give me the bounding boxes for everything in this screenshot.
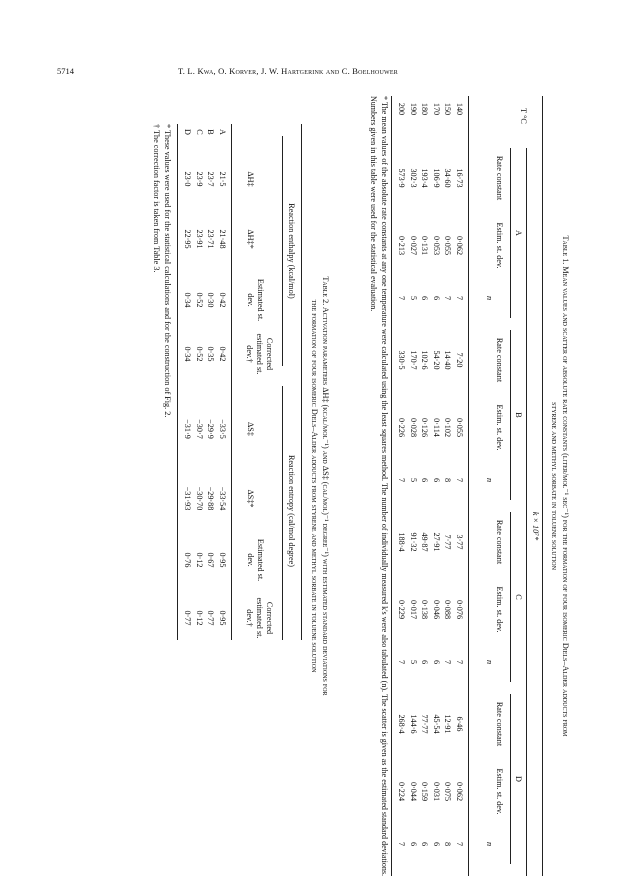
- table1-cell: 0·226: [397, 417, 407, 438]
- table2-col-header: Corrected estimated st. dev.†: [245, 333, 274, 375]
- table1-k-rule: [526, 148, 527, 876]
- table1-cell: 27·91: [432, 532, 441, 552]
- table1-cell: 0·044: [409, 781, 418, 802]
- table1-cell: 0·114: [432, 418, 441, 437]
- table1-cell: 0·224: [397, 781, 407, 802]
- table1-cell: 6: [420, 659, 430, 665]
- table1-subheader: Estim. st. dev.: [495, 404, 504, 451]
- table2-cell: −30·70: [195, 486, 204, 511]
- table1-cell: 12·91: [443, 714, 453, 734]
- table2-cell: 22·95: [183, 229, 193, 249]
- table2-cell: −31·93: [183, 486, 193, 511]
- table1-subheader: Estim. st. dev.: [495, 222, 504, 269]
- table1-cell: 188·4: [397, 532, 407, 552]
- table1-caption-line1: Table 1. Mean values and scatter of absolute rate constants (liter/mol⁻¹ sec⁻¹) for the formation of four isomeric Diels–Alder adducts from: [561, 235, 570, 737]
- table2-col-header: Estimated st. dev.: [246, 538, 265, 582]
- table1-cell: 7·20: [455, 352, 464, 368]
- table1-cell: 7: [443, 659, 453, 665]
- table1-group-rule: [510, 694, 511, 864]
- table1-cell: 102·6: [420, 350, 430, 370]
- table1-cell: 0·062: [455, 781, 464, 802]
- table2-cell: 21·5: [218, 171, 227, 187]
- table2-cell: 0·34: [183, 346, 193, 362]
- table1-cell: 6·46: [455, 716, 464, 732]
- table1-cell: 77·77: [420, 714, 430, 734]
- table1-cell: 91·32: [409, 532, 418, 552]
- table2-enthalpy-header: Reaction enthalpy (kcal/mol): [287, 203, 296, 299]
- table2-caption-line1: Table 2. Activation parameters ΔH‡ (kcal/mol⁻¹) and ΔS‡ (cal/mol)⁻¹ degree⁻¹) with estimated standard deviations for: [321, 276, 330, 696]
- table1-cell: 268·4: [397, 714, 407, 734]
- table1-cell: 6: [432, 295, 441, 301]
- table2-cell: −33·5: [218, 419, 227, 439]
- table1-cell: 302·3: [409, 168, 418, 188]
- table1-temp-cell: 200: [397, 102, 407, 116]
- table1-cell: 0·046: [432, 599, 441, 620]
- table1-temp-cell: 190: [409, 102, 418, 116]
- table2-enthalpy-rule: [282, 136, 283, 366]
- table2-row-label: B: [206, 129, 216, 135]
- table1-subheader: Rate constant: [495, 519, 504, 565]
- table1-cell: 45·54: [432, 714, 441, 734]
- table2-top-rule: [301, 124, 302, 640]
- table1-group-c: C: [514, 594, 523, 600]
- table2-footnote-1: * These values were used for the statistical calculations and for the construction of Fig. 2.: [163, 124, 172, 418]
- table1-group-rule: [510, 512, 511, 682]
- table1-subheader: n: [485, 477, 494, 483]
- table1-cell: 0·102: [443, 417, 453, 438]
- table1-cell: 0·229: [397, 599, 407, 620]
- table1-cell: 0·138: [420, 599, 430, 620]
- table1-temp-cell: 180: [420, 102, 430, 116]
- table1-cell: 14·40: [443, 350, 453, 370]
- table1-top-rule: [542, 96, 543, 876]
- table1-cell: 193·4: [420, 168, 430, 188]
- table2-cell: 0·77: [206, 610, 216, 626]
- table1-cell: 0·055: [455, 417, 464, 438]
- table2-cell: 23·71: [206, 229, 216, 249]
- table1-cell: 6: [420, 295, 430, 301]
- table2-cell: −33·54: [218, 486, 227, 511]
- table1-cell: 0·159: [420, 781, 430, 802]
- table1-cell: 5: [409, 659, 418, 665]
- table1-header-rule: [468, 96, 469, 876]
- table2-cell: 0·52: [195, 346, 204, 362]
- table1-cell: 106·9: [432, 168, 441, 188]
- table2-cell: 0·95: [218, 552, 227, 568]
- table1-subheader: n: [485, 659, 494, 665]
- table1-cell: 7: [443, 295, 453, 301]
- table1-subheader: n: [485, 295, 494, 301]
- table1-bottom-rule: [391, 96, 392, 876]
- table2-entropy-rule: [282, 386, 283, 640]
- table2-col-header: ΔS‡: [246, 422, 255, 436]
- table1-subheader: Estim. st. dev.: [495, 768, 504, 815]
- table1-subheader: n: [485, 841, 494, 847]
- table1-subheader: Rate constant: [495, 701, 504, 747]
- table1-cell: 0·076: [455, 599, 464, 620]
- table1-group-rule: [510, 148, 511, 318]
- table2-cell: 0·67: [206, 552, 216, 568]
- table1-cell: 7: [455, 295, 464, 301]
- table2-footnote-2: † The correction factor is taken from Table 3.: [152, 124, 161, 273]
- table2-header-rule: [231, 124, 232, 640]
- table2-row-label: A: [218, 129, 227, 135]
- table1-cell: 7: [397, 659, 407, 665]
- table2-cell: −30·7: [195, 419, 204, 439]
- table1-cell: 0·053: [432, 235, 441, 256]
- table1-cell: 7: [397, 477, 407, 483]
- table2-cell: −29·88: [206, 486, 216, 511]
- table1-temp-cell: 140: [455, 102, 464, 116]
- table1-cell: 34·60: [443, 168, 453, 188]
- table1-cell: 0·017: [409, 599, 418, 620]
- table1-cell: 330·5: [397, 350, 407, 370]
- table1-group-d: D: [514, 776, 523, 782]
- table2-col-header: ΔH‡*: [246, 229, 255, 249]
- table1-cell: 8: [443, 841, 453, 847]
- table2-entropy-header: Reaction entropy (cal/mol degree): [287, 454, 296, 568]
- table2-row-label: D: [183, 129, 193, 135]
- table1-cell: 7·77: [443, 534, 453, 550]
- table1-cell: 54·20: [432, 350, 441, 370]
- table2-cell: 0·42: [218, 292, 227, 308]
- table1-cell: 0·028: [409, 417, 418, 438]
- table1-subheader: Rate constant: [495, 155, 504, 201]
- table1-cell: 0·027: [409, 235, 418, 256]
- table1-cell: 170·7: [409, 350, 418, 370]
- table1-cell: 8: [443, 477, 453, 483]
- table1-cell: 573·9: [397, 168, 407, 188]
- table1-cell: 0·031: [432, 781, 441, 802]
- table1-k-header: k × 10⁷*: [531, 511, 540, 541]
- table1-subheader: Rate constant: [495, 337, 504, 383]
- table1-cell: 0·126: [420, 417, 430, 438]
- table1-cell: 0·055: [443, 235, 453, 256]
- table2-row-label: C: [195, 129, 204, 135]
- table1-cell: 6: [420, 841, 430, 847]
- table2-cell: 23·9: [195, 171, 204, 187]
- table1-group-b: B: [514, 412, 523, 418]
- table2-cell: 0·34: [183, 292, 193, 308]
- table2-cell: 0·95: [218, 610, 227, 626]
- table1-cell: 6: [420, 477, 430, 483]
- table1-cell: 16·73: [455, 168, 464, 188]
- table1-cell: 7: [397, 841, 407, 847]
- table2-cell: 0·12: [195, 552, 204, 568]
- table2-col-header: ΔS‡*: [246, 489, 255, 508]
- table1-temp-header: T °C: [519, 108, 528, 124]
- table1-cell: 144·6: [409, 714, 418, 734]
- table1-cell: 0·213: [397, 235, 407, 256]
- table1-cell: 0·075: [443, 781, 453, 802]
- rotated-tables-block: [50, 96, 570, 876]
- table1-cell: 5: [409, 477, 418, 483]
- table1-temp-cell: 170: [432, 102, 441, 116]
- table1-cell: 7: [455, 841, 464, 847]
- table1-cell: 7: [397, 295, 407, 301]
- table1-cell: 49·87: [420, 532, 430, 552]
- table2-cell: −29·9: [206, 419, 216, 439]
- table2-cell: 0·52: [195, 292, 204, 308]
- table1-cell: 0·088: [443, 599, 453, 620]
- table1-cell: 3·77: [455, 534, 464, 550]
- table1-cell: 6: [432, 841, 441, 847]
- table2-bottom-rule: [177, 124, 178, 640]
- table2-cell: −31·9: [183, 419, 193, 439]
- table1-cell: 7: [455, 659, 464, 665]
- table1-footnote: * The mean values of the absolute rate constants at any one temperature were calculated using the least squares method. The number of individually measured k's were also tabulated (n). The scatter is given as the estimated standard deviations. Numbers given in this table were used for the statistical evaluation.: [369, 96, 389, 876]
- table2-col-header: Estimated st. dev.: [246, 278, 265, 322]
- table2-col-header: ΔH‡: [246, 171, 255, 187]
- table2-cell: 0·30: [206, 292, 216, 308]
- table2-cell: 0·35: [206, 346, 216, 362]
- table2-col-header: Corrected estimated st. dev.†: [245, 597, 274, 639]
- table1-caption-line2: styrene and methyl sorbate in toluene solution: [550, 402, 559, 570]
- table1-group-rule: [510, 330, 511, 500]
- table1-subheader: Estim. st. dev.: [495, 586, 504, 633]
- page-number: 5714: [57, 66, 74, 76]
- running-head: T. L. Kwa, O. Korver, J. W. Hartgerink and C. Boelhouwer: [178, 66, 398, 76]
- table2-cell: 0·42: [218, 346, 227, 362]
- table1-cell: 6: [432, 477, 441, 483]
- table1-temp-cell: 150: [443, 102, 453, 116]
- table2-cell: 0·12: [195, 610, 204, 626]
- table2-cell: 0·77: [183, 610, 193, 626]
- table2-cell: 0·76: [183, 552, 193, 568]
- table1-cell: 6: [432, 659, 441, 665]
- table2-cell: 23·7: [206, 171, 216, 187]
- table1-cell: 0·131: [420, 235, 430, 256]
- table1-cell: 7: [455, 477, 464, 483]
- table1-cell: 0·062: [455, 235, 464, 256]
- table1-group-a: A: [514, 230, 523, 236]
- table2-caption-line2: the formation of four isomeric Diels–Alder adducts from styrene and methyl sorbate in toluene solution: [310, 299, 319, 673]
- table2-cell: 21·48: [218, 229, 227, 249]
- table2-cell: 23·91: [195, 229, 204, 249]
- table1-cell: 5: [409, 295, 418, 301]
- table1-cell: 6: [409, 841, 418, 847]
- table2-cell: 23·0: [183, 171, 193, 187]
